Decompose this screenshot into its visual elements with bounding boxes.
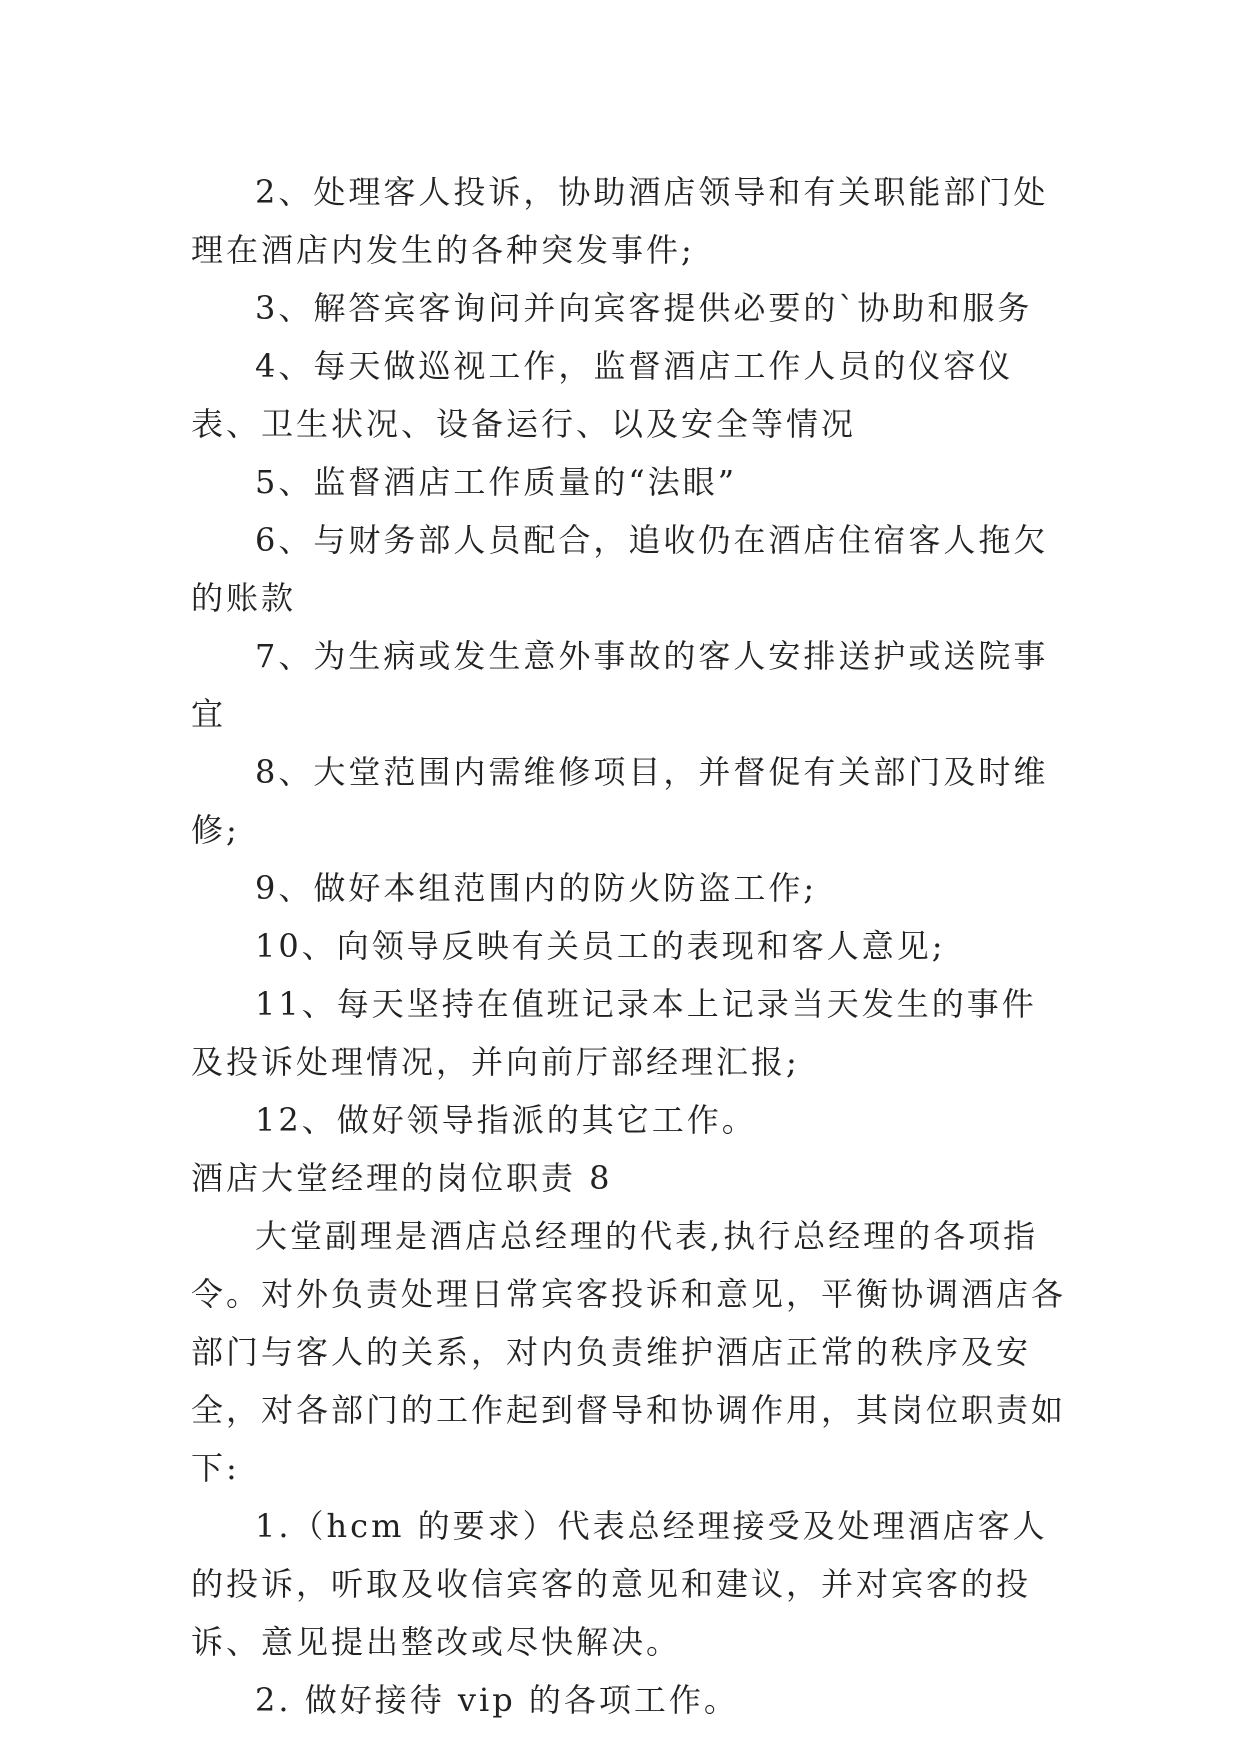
duty-item-6: 6、与财务部人员配合，追收仍在酒店住宿客人拖欠的账款 bbox=[191, 521, 1049, 617]
document-body bbox=[191, 163, 1071, 1729]
duty-item-10: 10、向领导反映有关员工的表现和客人意见; bbox=[255, 927, 946, 965]
section-item-2: 2. 做好接待 vip 的各项工作。 bbox=[255, 1681, 739, 1719]
duty-item-5: 5、监督酒店工作质量的“法眼” bbox=[255, 463, 738, 501]
duty-item-9: 9、做好本组范围内的防火防盗工作; bbox=[255, 869, 818, 907]
duty-item-2: 2、处理客人投诉，协助酒店领导和有关职能部门处理在酒店内发生的各种突发事件; bbox=[191, 173, 1049, 269]
section-item-1: 1.（hcm 的要求）代表总经理接受及处理酒店客人的投诉，听取及收信宾客的意见和建议，并对宾客的投诉、意见提出整改或尽快解决。 bbox=[191, 1507, 1048, 1661]
duty-item-7: 7、为生病或发生意外事故的客人安排送护或送院事宜 bbox=[191, 637, 1049, 733]
duty-item-4: 4、每天做巡视工作，监督酒店工作人员的仪容仪表、卫生状况、设备运行、以及安全等情况 bbox=[191, 347, 1014, 443]
section-intro: 大堂副理是酒店总经理的代表,执行总经理的各项指令。对外负责处理日常宾客投诉和意见，平衡协调酒店各部门与客人的关系，对内负责维护酒店正常的秩序及安全，对各部门的工作起到督导和协调作用，其岗位职责如下: bbox=[191, 1217, 1067, 1487]
duty-item-12: 12、做好领导指派的其它工作。 bbox=[255, 1101, 757, 1139]
duty-item-11: 11、每天坚持在值班记录本上记录当天发生的事件及投诉处理情况，并向前厅部经理汇报; bbox=[191, 985, 1037, 1081]
section-heading: 酒店大堂经理的岗位职责 8 bbox=[191, 1159, 613, 1197]
duty-item-3: 3、解答宾客询问并向宾客提供必要的`协助和服务 bbox=[255, 289, 1033, 327]
duty-item-8: 8、大堂范围内需维修项目，并督促有关部门及时维修; bbox=[191, 753, 1049, 849]
